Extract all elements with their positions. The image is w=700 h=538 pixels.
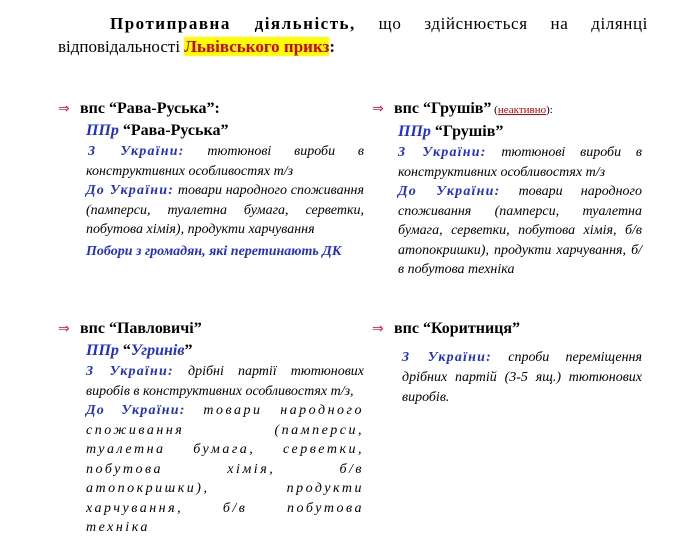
section-header (58, 98, 364, 120)
inactive-note: неактивно (497, 104, 547, 116)
from-label: З України: (86, 364, 174, 379)
section-pavlovychi (58, 318, 364, 538)
page-title (58, 12, 648, 58)
ppr-quote-close: ” (184, 342, 193, 359)
section-header-text: впс “Павловичі” (80, 320, 202, 337)
section-header-text: впс “Рава-Руська” (80, 100, 215, 117)
arrow-right-icon: ⇒ (372, 321, 384, 337)
to-text: товари народного споживання (памперси, туалетна бумага, серветки, побутова хімія, б/в атопокришки), продукти харчування, б/в побутова техніка (398, 184, 642, 277)
from-label: З України: (402, 350, 492, 365)
section-header (58, 318, 364, 340)
to-label: До України: (86, 183, 175, 198)
from-text: спроби переміщення дрібних партій (3-5 ящ.) тютюнових виробів. (402, 350, 642, 405)
section-header (372, 318, 642, 340)
arrow-right-icon: ⇒ (372, 101, 384, 117)
arrow-right-icon: ⇒ (58, 101, 70, 117)
to-label: До України: (86, 403, 186, 418)
from-ukraine-text (58, 362, 364, 401)
ppr-prefix: ППр (86, 122, 119, 139)
section-header-suffix: : (214, 100, 220, 117)
from-text: тютюнові вироби в конструктивних особливостях т/з (398, 145, 642, 180)
extra-note: Побори з громадян, які перетинають ДК (86, 243, 342, 259)
from-label: З України: (398, 145, 487, 160)
section-header (372, 98, 642, 121)
to-ukraine-text (58, 181, 364, 240)
from-text: дрібні партії тютюнових виробів в конструктивних особливостях т/з, (86, 364, 364, 399)
title-bold: Протиправна діяльність, (110, 14, 356, 33)
note-open: ( (491, 104, 498, 116)
from-ukraine-text (372, 143, 642, 182)
section-korytnytsia (372, 318, 642, 408)
ppr-line (58, 340, 364, 362)
section-header-text: впс “Коритниця” (394, 320, 521, 337)
ppr-line (58, 120, 364, 142)
title-line-2 (58, 35, 648, 58)
title-line2-text: відповідальності (58, 37, 185, 56)
title-rest: що здійснюється на ділянці (355, 14, 649, 33)
ppr-name: “Рава-Руська” (118, 122, 229, 139)
arrow-right-icon: ⇒ (58, 321, 70, 337)
to-ukraine-text (372, 182, 642, 280)
ppr-name: “Грушів” (430, 123, 504, 140)
section-header-text: впс “Грушів” (394, 100, 492, 117)
title-colon: : (329, 37, 337, 56)
ppr-line (372, 121, 642, 143)
to-ukraine-text (58, 401, 364, 538)
note-close: ): (546, 104, 553, 116)
to-text: товари народного споживання (памперси, туалетна бумага, серветки, побутова хімія, б/в атопокришки), продукти харчування, б/в побутова техніка (86, 403, 364, 535)
title-line-1 (58, 12, 648, 35)
section-rava-ruska (58, 98, 364, 261)
from-ukraine-text (58, 142, 364, 181)
ppr-prefix: ППр (398, 123, 431, 140)
ppr-prefix: ППр (86, 342, 119, 359)
to-label: До України: (398, 184, 501, 199)
to-text: товари народного споживання (памперси, туалетна бумага, серветки, побутова хімія), продукти харчування (86, 183, 364, 237)
ppr-name: Угринів (130, 342, 185, 359)
from-label: З України: (88, 144, 185, 159)
ppr-quote-open: “ (118, 342, 131, 359)
section-hrushiv (372, 98, 642, 280)
from-ukraine-text (372, 348, 642, 408)
from-text: тютюнові вироби в конструктивних особливостях т/з (86, 144, 364, 179)
title-highlight: Львівського прикз (184, 37, 330, 56)
